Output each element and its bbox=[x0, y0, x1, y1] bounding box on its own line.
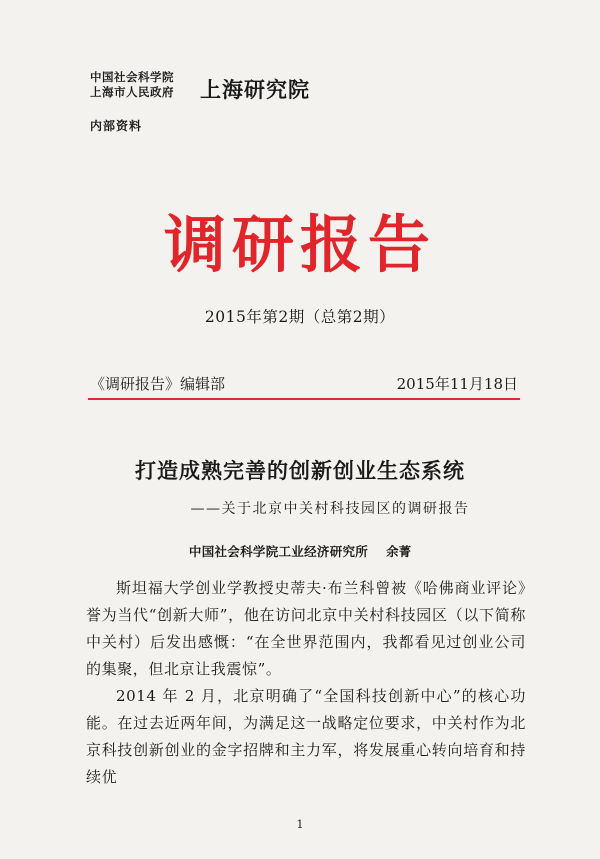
paragraph: 2014 年 2 月，北京明确了“全国科技创新中心”的核心功能。在过去近两年间，为满足这一战略定位要求，中关村作为北京科技创新创业的金字招牌和主力军，将发展重心转向培育和持续优 bbox=[86, 687, 526, 786]
issue-number: 2015年第2期（总第2期） bbox=[204, 308, 396, 326]
internal-label: 内部资料 bbox=[90, 119, 143, 133]
article-body bbox=[86, 575, 526, 791]
article-title: 打造成熟完善的创新创业生态系统 bbox=[135, 458, 465, 483]
article-subtitle: ——关于北京中关村科技园区的调研报告 bbox=[190, 501, 470, 517]
author-organization: 中国社会科学院工业经济研究所 bbox=[188, 544, 369, 559]
page-number: 1 bbox=[296, 818, 304, 831]
masthead-title: 调研报告 bbox=[163, 208, 436, 281]
author-name: 余菁 bbox=[386, 544, 412, 559]
red-divider bbox=[88, 398, 520, 400]
organization-block bbox=[90, 70, 174, 100]
org-line-cass: 中国社会科学院 bbox=[90, 70, 174, 84]
paragraph: 斯坦福大学创业学教授史蒂夫·布兰科曾被《哈佛商业评论》誉为当代“创新大师”，他在访问北京中关村科技园区（以下简称中关村）后发出感慨：“在全世界范围内，我都看见过创业公司的集聚，但北京让我震惊”。 bbox=[86, 579, 526, 678]
author-line bbox=[0, 542, 600, 560]
editorial-department: 《调研报告》编辑部 bbox=[90, 375, 226, 393]
publish-date: 2015年11月18日 bbox=[396, 375, 518, 393]
institute-name: 上海研究院 bbox=[200, 77, 310, 102]
org-line-shanghai-gov: 上海市人民政府 bbox=[90, 85, 174, 99]
